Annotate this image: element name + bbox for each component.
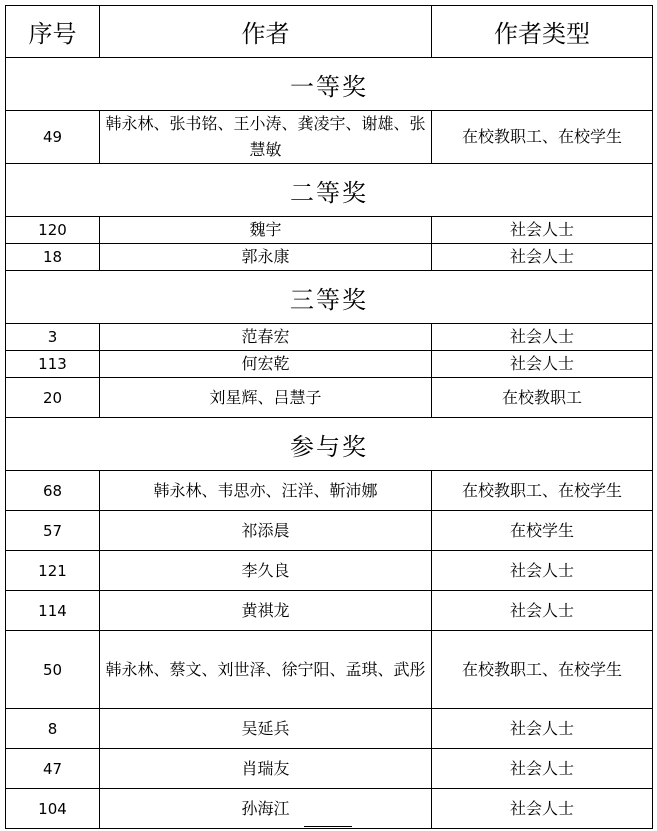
row-type: 在校教职工、在校学生 — [432, 631, 653, 709]
table-row — [6, 324, 653, 351]
header-no: 序号 — [6, 6, 100, 58]
row-no: 113 — [6, 351, 100, 378]
row-type: 在校教职工、在校学生 — [432, 471, 653, 511]
row-type: 在校学生 — [432, 511, 653, 551]
row-type: 社会人士 — [432, 749, 653, 789]
row-type: 社会人士 — [432, 709, 653, 749]
row-type: 社会人士 — [432, 351, 653, 378]
table-row — [6, 111, 653, 164]
row-type: 在校教职工、在校学生 — [432, 111, 653, 164]
row-no: 68 — [6, 471, 100, 511]
row-author: 孙海江 — [100, 789, 432, 829]
row-author: 魏宇 — [100, 217, 432, 244]
row-author: 范春宏 — [100, 324, 432, 351]
row-author: 吴延兵 — [100, 709, 432, 749]
row-no: 104 — [6, 789, 100, 829]
table-row — [6, 551, 653, 591]
section-title-first: 一等奖 — [6, 58, 653, 111]
row-no: 18 — [6, 244, 100, 271]
section-row — [6, 164, 653, 217]
section-title-third: 三等奖 — [6, 271, 653, 324]
row-no: 47 — [6, 749, 100, 789]
table-row — [6, 378, 653, 418]
row-no: 49 — [6, 111, 100, 164]
row-no: 8 — [6, 709, 100, 749]
row-type: 社会人士 — [432, 244, 653, 271]
section-title-second: 二等奖 — [6, 164, 653, 217]
row-type: 社会人士 — [432, 551, 653, 591]
row-no: 50 — [6, 631, 100, 709]
table-row — [6, 244, 653, 271]
table-row — [6, 217, 653, 244]
row-type: 社会人士 — [432, 217, 653, 244]
header-type: 作者类型 — [432, 6, 653, 58]
table-row — [6, 591, 653, 631]
row-author: 何宏乾 — [100, 351, 432, 378]
table-row — [6, 709, 653, 749]
section-row — [6, 271, 653, 324]
table-row — [6, 749, 653, 789]
row-author: 肖瑞友 — [100, 749, 432, 789]
row-author: 韩永林、张书铭、王小涛、龚凌宇、谢雄、张慧敏 — [100, 111, 432, 164]
award-table — [5, 5, 653, 829]
header-row — [6, 6, 653, 58]
header-author: 作者 — [100, 6, 432, 58]
section-row — [6, 418, 653, 471]
row-author: 黄祺龙 — [100, 591, 432, 631]
row-type: 社会人士 — [432, 789, 653, 829]
row-no: 114 — [6, 591, 100, 631]
row-author: 祁添晨 — [100, 511, 432, 551]
table-row — [6, 511, 653, 551]
row-author: 郭永康 — [100, 244, 432, 271]
row-no: 120 — [6, 217, 100, 244]
section-title-participation: 参与奖 — [6, 418, 653, 471]
row-no: 3 — [6, 324, 100, 351]
row-no: 57 — [6, 511, 100, 551]
row-type: 在校教职工 — [432, 378, 653, 418]
table-row — [6, 351, 653, 378]
row-no: 121 — [6, 551, 100, 591]
row-type: 社会人士 — [432, 324, 653, 351]
row-type: 社会人士 — [432, 591, 653, 631]
table-row — [6, 631, 653, 709]
section-row — [6, 58, 653, 111]
row-author: 韩永林、韦思亦、汪洋、靳沛娜 — [100, 471, 432, 511]
row-no: 20 — [6, 378, 100, 418]
page-bottom-mark — [304, 826, 352, 831]
row-author: 韩永林、蔡文、刘世泽、徐宁阳、孟琪、武彤 — [100, 631, 432, 709]
row-author: 李久良 — [100, 551, 432, 591]
table-row — [6, 471, 653, 511]
row-author: 刘星辉、吕慧子 — [100, 378, 432, 418]
table-row — [6, 789, 653, 829]
